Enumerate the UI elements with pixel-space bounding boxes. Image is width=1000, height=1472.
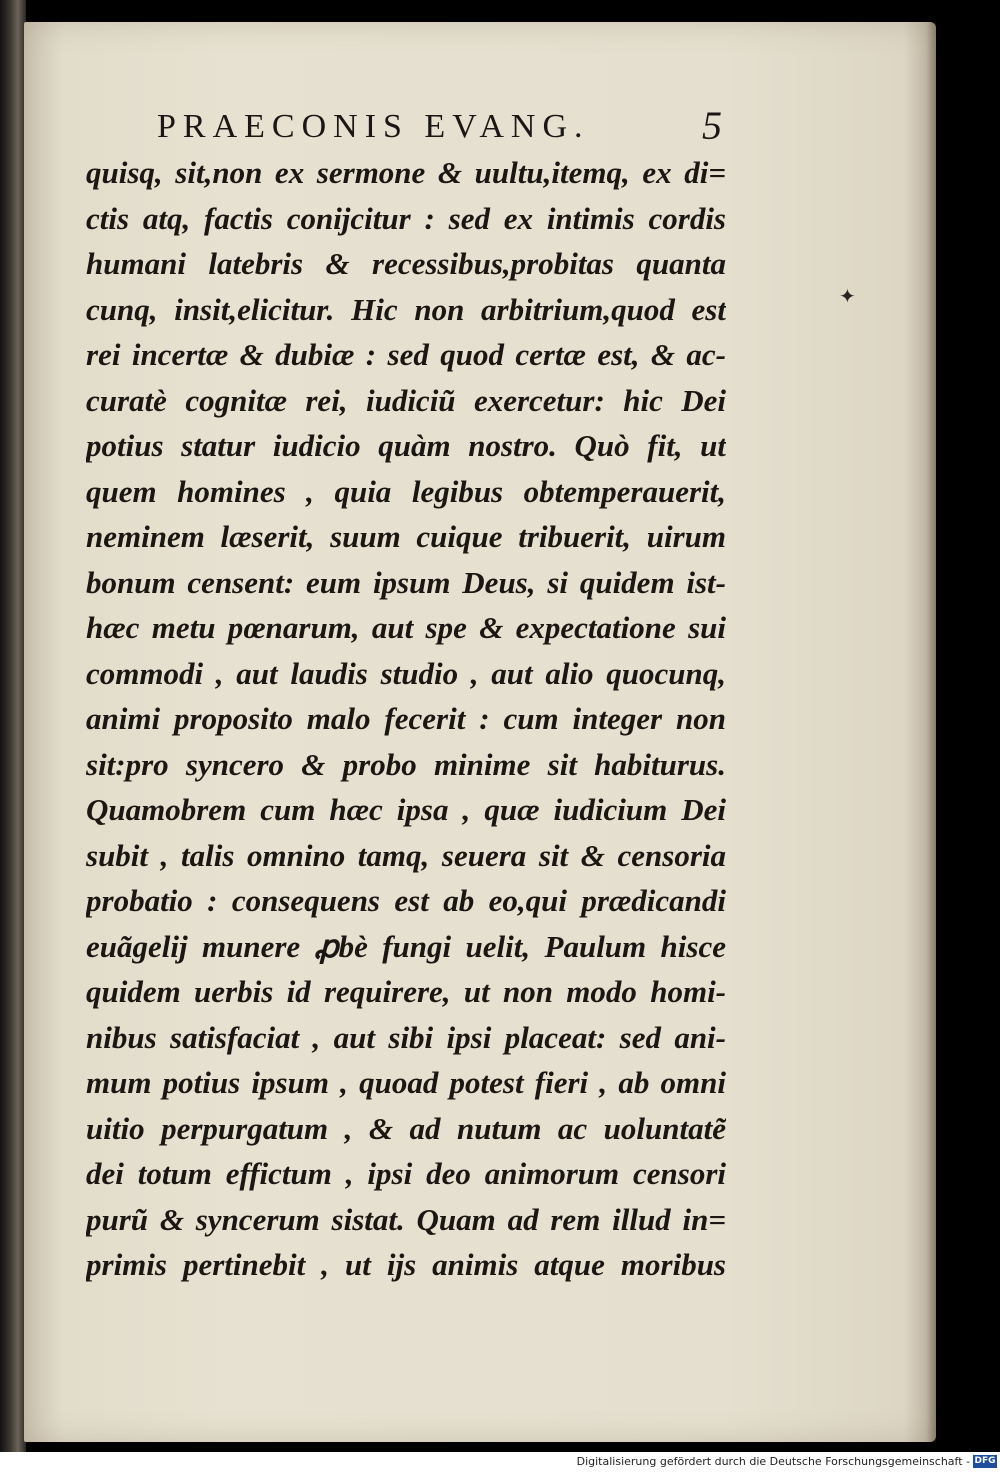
text-line: nibus satisfaciat , aut sibi ipsi placeat: sed ani- — [86, 1019, 726, 1055]
book-page — [24, 22, 936, 1442]
marginal-asterisk-icon: ✦ — [839, 284, 856, 308]
text-line: rei incertæ & dubiæ : sed quod certæ est, & ac- — [86, 337, 726, 372]
text-line: hæc metu pœnarum, aut spe & expectatione sui — [86, 610, 726, 645]
text-line: neminem læserit, suum cuique tribuerit, uirum — [86, 519, 726, 554]
text-line: quidem uerbis id requirere, ut non modo homi- — [86, 974, 726, 1009]
text-line: mum potius ipsum , quoad potest fieri , ab omni — [86, 1065, 726, 1100]
text-line: cunq, insit,elicitur. Hic non arbitrium,quod est — [86, 291, 726, 327]
text-line: humani latebris & recessibus,probitas quanta — [86, 246, 726, 281]
text-line: curatè cognitæ rei, iudiciũ exercetur: hic Dei — [86, 382, 726, 418]
text-line: ctis atq, factis conijcitur : sed ex intimis cordis — [86, 200, 726, 236]
text-line: primis pertinebit , ut ijs animis atque moribus — [86, 1247, 726, 1282]
text-line: quem homines , quia legibus obtemperauerit, — [86, 473, 726, 509]
text-line: uitio perpurgatum , & ad nutum ac uoluntatẽ — [86, 1110, 726, 1146]
body-text — [86, 150, 736, 1288]
dfg-logo-icon: DFG — [974, 1456, 996, 1466]
text-line: commodi , aut laudis studio , aut alio quocunq, — [86, 655, 726, 691]
text-line: Quamobrem cum hæc ipsa , quæ iudicium Dei — [86, 792, 726, 827]
running-head-title: PRAECONIS EVANG. — [157, 108, 590, 145]
page-number: 5 — [702, 103, 722, 148]
text-line: quisq, sit,non ex sermone & uultu,itemq, ex di= — [86, 155, 726, 190]
footer-credit: Digitalisierung gefördert durch die Deutsche Forschungsgemeinschaft - — [576, 1455, 970, 1468]
text-line: subit , talis omnino tamq, seuera sit & censoria — [86, 837, 726, 873]
text-line: euãgelij munere ꝓbè fungi uelit, Paulum hisce — [86, 928, 726, 964]
text-line: potius statur iudicio quàm nostro. Quò fit, ut — [86, 428, 726, 463]
text-line: sit:pro syncero & probo minime sit habiturus. — [86, 746, 726, 782]
text-line: probatio : consequens est ab eo,qui prædicandi — [86, 883, 726, 918]
book-binding-edge — [0, 0, 26, 1452]
text-line: purũ & syncerum sistat. Quam ad rem illud in= — [86, 1201, 726, 1237]
text-line: bonum censent: eum ipsum Deus, si quidem ist- — [86, 564, 726, 600]
text-line: animi proposito malo fecerit : cum integer non — [86, 701, 726, 736]
text-line: dei totum effictum , ipsi deo animorum censori — [86, 1156, 726, 1191]
digitization-footer — [0, 1452, 1000, 1472]
running-head — [157, 102, 737, 152]
